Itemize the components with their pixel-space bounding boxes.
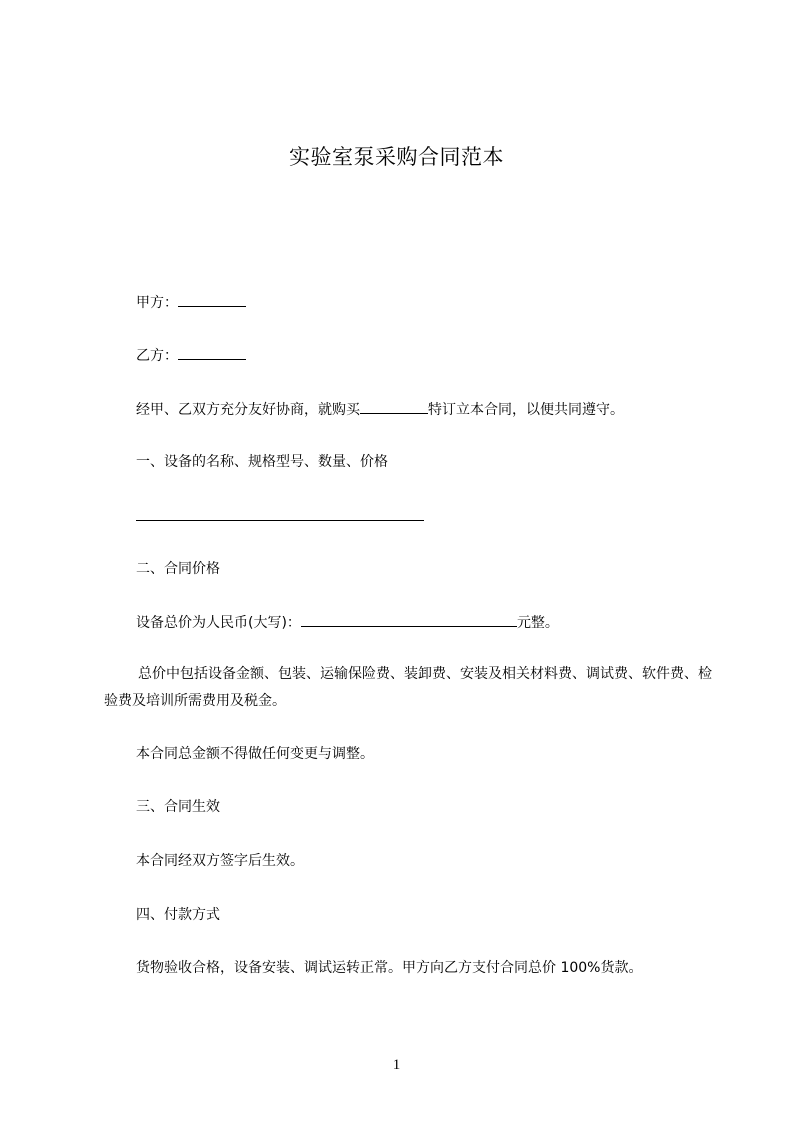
effective-text: 本合同经双方签字后生效。: [136, 853, 304, 869]
section1-heading: 一、设备的名称、规格型号、数量、价格: [136, 454, 388, 470]
price-prefix: 设备总价为人民币(大写)：: [136, 615, 301, 631]
price-includes-text: 总价中包括设备金额、包装、运输保险费、装卸费、安装及相关材料费、调试费、软件费、检验费及培训所需费用及税金。: [104, 666, 712, 709]
party-b-line: [136, 345, 246, 366]
section4-heading: 四、付款方式: [136, 907, 220, 923]
price-suffix: 元整。: [516, 615, 559, 631]
intro-suffix: 特订立本合同，以便共同遵守。: [428, 402, 624, 418]
intro-prefix: 经甲、乙双方充分友好协商，就购买: [136, 402, 360, 418]
party-b-label: 乙方：: [136, 348, 178, 364]
payment-text: 货物验收合格，设备安装、调试运转正常。甲方向乙方支付合同总价 100%货款。: [136, 960, 643, 976]
equipment-details-line: [136, 520, 424, 521]
party-a-line: [136, 292, 246, 313]
price-amount-blank: [301, 612, 517, 627]
price-fixed-text: 本合同总金额不得做任何变更与调整。: [136, 746, 374, 762]
page-title: 实验室泵采购合同范本: [289, 145, 504, 169]
party-b-blank: [178, 345, 246, 360]
total-price-line: [136, 612, 559, 633]
intro-paragraph: [136, 399, 624, 420]
price-includes-paragraph: [104, 661, 724, 715]
party-a-blank: [178, 292, 246, 307]
purchase-item-blank: [360, 399, 428, 414]
party-a-label: 甲方：: [136, 295, 178, 311]
section2-heading: 二、合同价格: [136, 561, 220, 577]
page-number: 1: [392, 1057, 401, 1073]
section3-heading: 三、合同生效: [136, 799, 220, 815]
